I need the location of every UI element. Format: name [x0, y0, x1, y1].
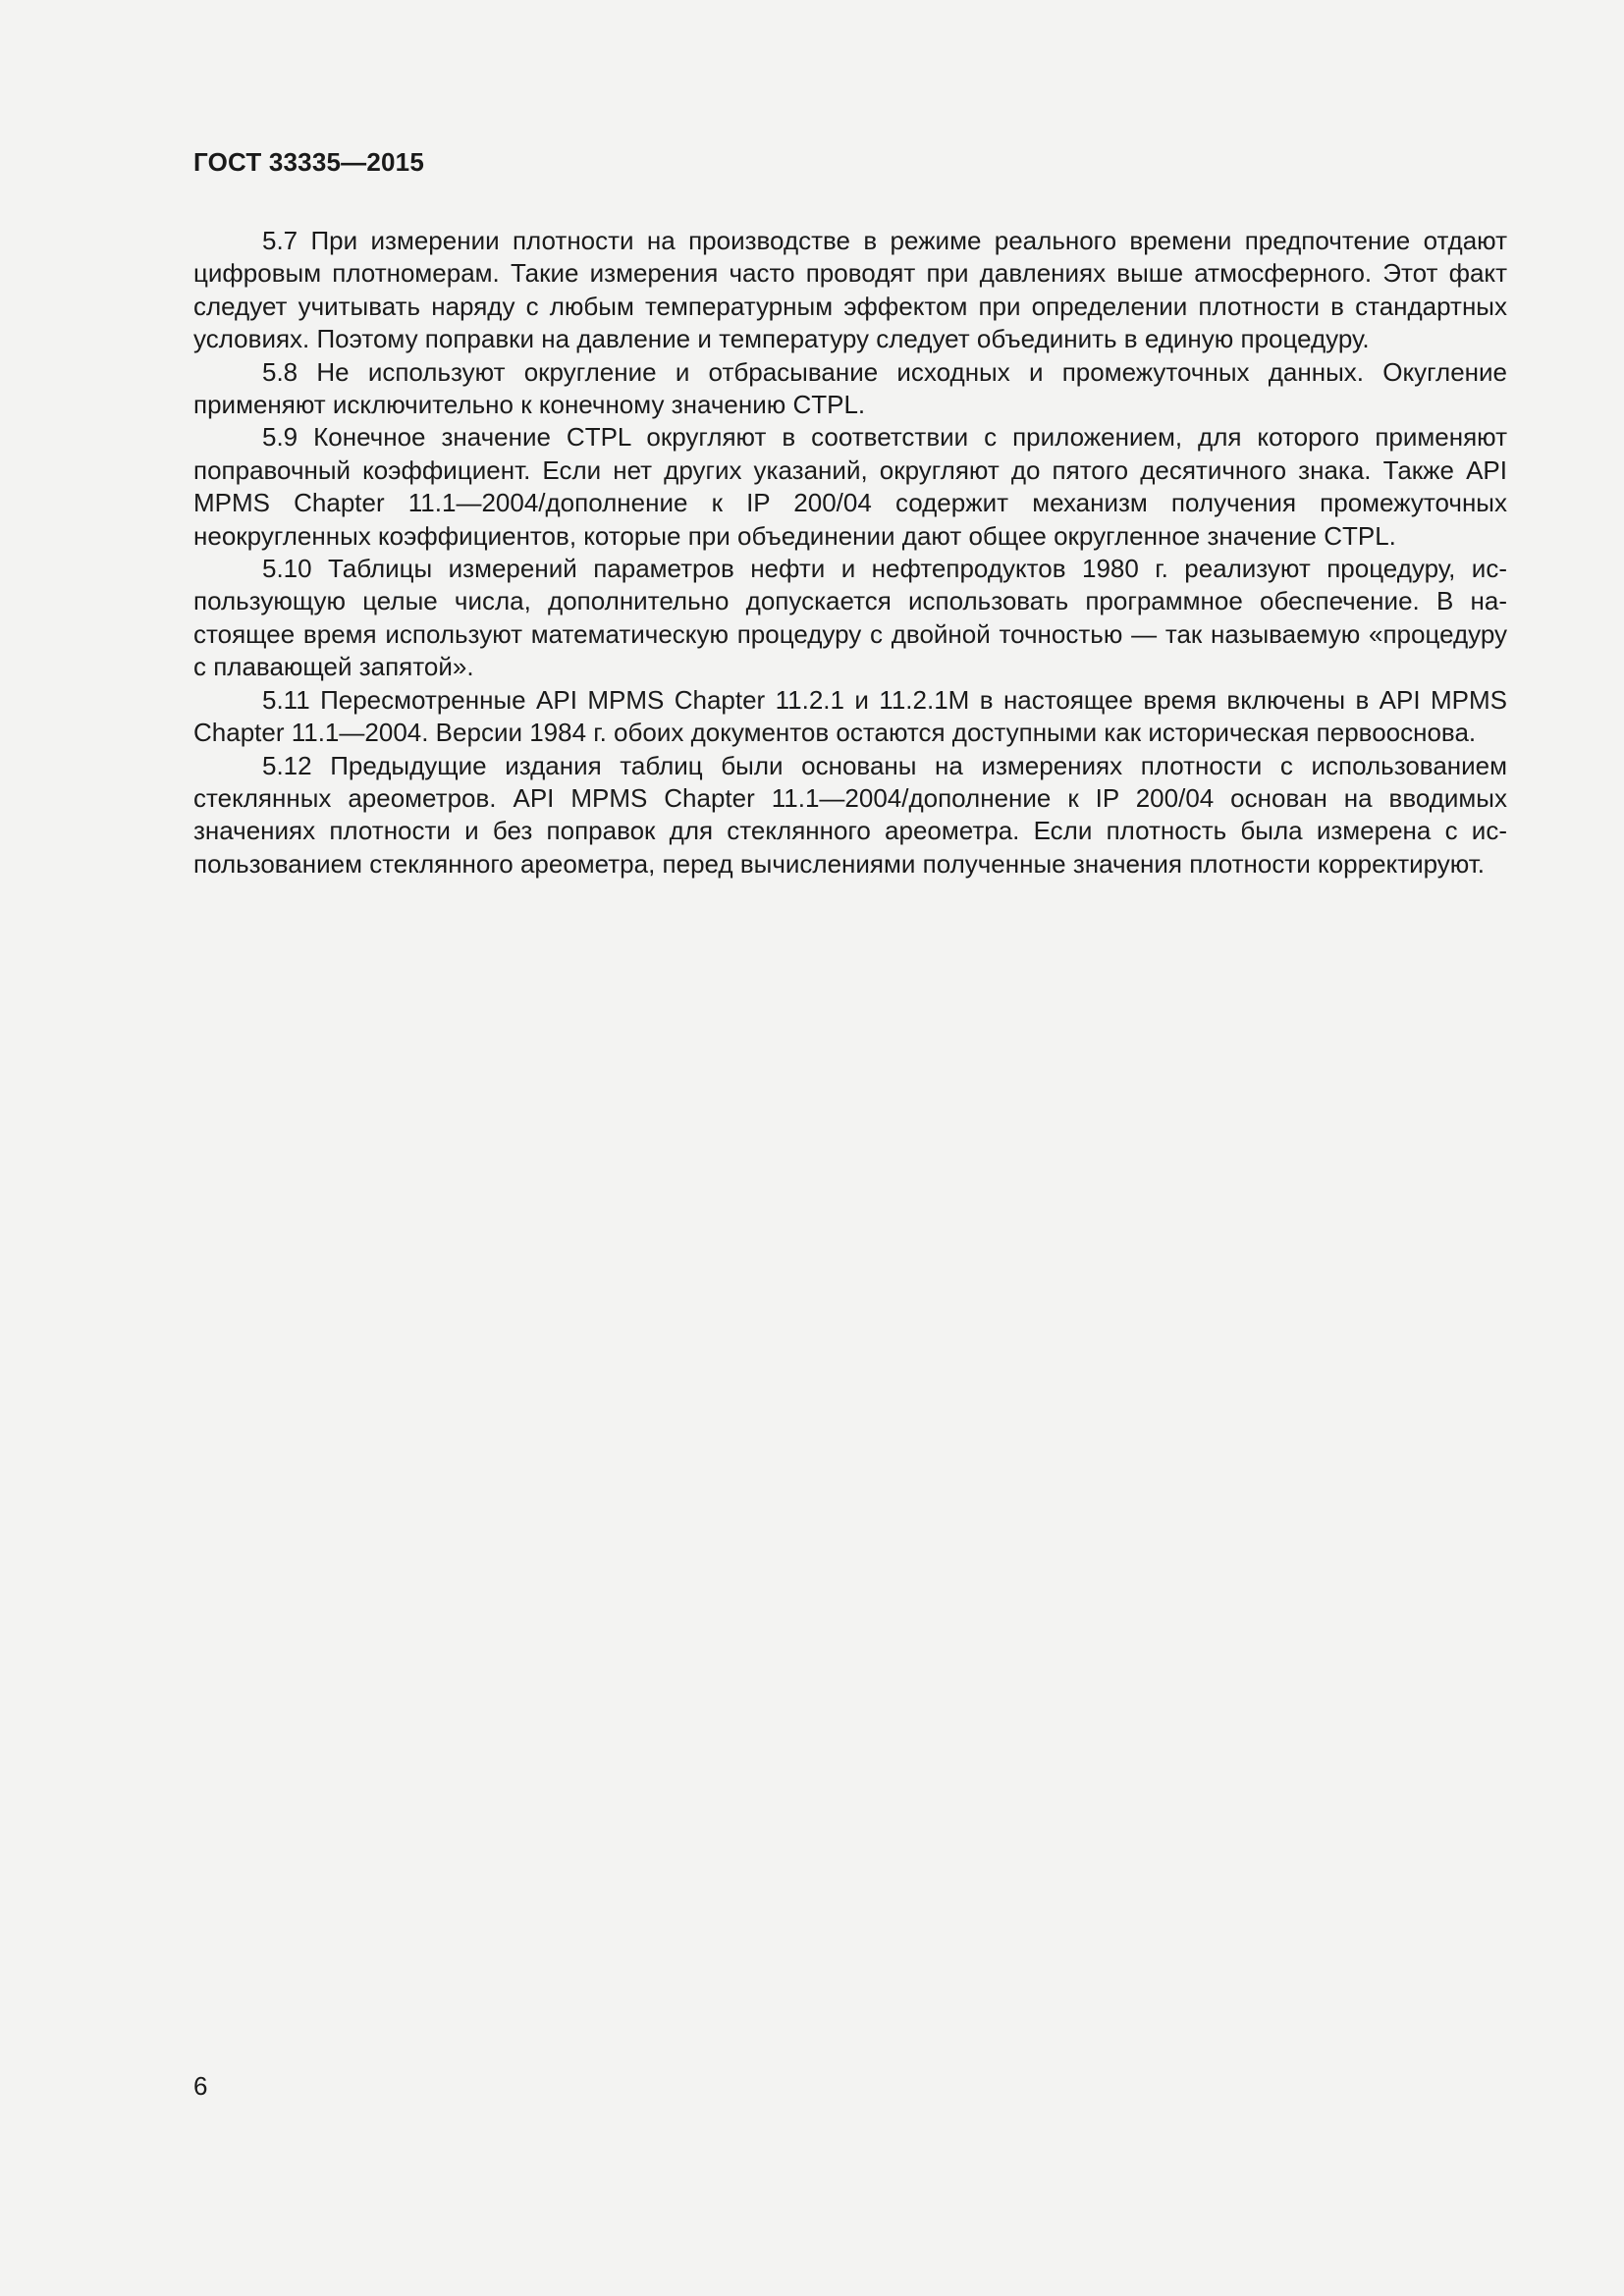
clause-5-7: 5.7 При измерении плотности на производстве в режиме реального времени предпочтение отдают цифровым плотномерам. Такие измерения часто проводят при давлениях выше атмосферного. Этот факт следует учитывать наряду с любым температурным эффектом при определении плотности в стандартных условиях. Поэтому поправки на давление и температуру следует объединить в единую процедуру.	[193, 226, 1507, 354]
page-number: 6	[193, 2071, 208, 2101]
clause-5-9: 5.9 Конечное значение CTPL округляют в соответствии с приложением, для которого применяют поправочный коэффициент. Если нет других указаний, округляют до пятого десятичного знака. Также API MPMS Chapter 11.1—2004/дополнение к IP 200/04 содержит механизм получения промежуточных неокругленных коэффициентов, которые при объединении дают общее округленное значение CTPL.	[193, 422, 1507, 551]
clause-5-10: 5.10 Таблицы измерений параметров нефти и нефтепродуктов 1980 г. реализуют процедуру, использующую целые числа, дополнительно допускается использовать программное обеспечение. В настоящее время используют математическую процедуру с двойной точностью — так называемую «процедуру с плавающей запятой».	[193, 554, 1507, 682]
clause-5-8: 5.8 Не используют округление и отбрасывание исходных и промежуточных данных. Окугление применяют исключительно к конечному значению CTPL.	[193, 356, 1507, 420]
clause-5-12: 5.12 Предыдущие издания таблиц были основаны на измерениях плотности с использованием стеклянных ареометров. API MPMS Chapter 11.1—2004/дополнение к IP 200/04 основан на вводимых значениях плотности и без поправок для стеклянного ареометра. Если плотность была измерена с использованием стеклянного ареометра, перед вычислениями полученные значения плотности корректируют.	[193, 750, 1507, 879]
standard-id: ГОСТ 33335—2015	[193, 147, 424, 177]
document-body	[193, 225, 1507, 881]
clause-5-11: 5.11 Пересмотренные API MPMS Chapter 11.2.1 и 11.2.1M в настоящее время включены в API MPMS Chapter 11.1—2004. Версии 1984 г. обоих документов остаются доступными как историческая первооснова.	[193, 684, 1507, 748]
